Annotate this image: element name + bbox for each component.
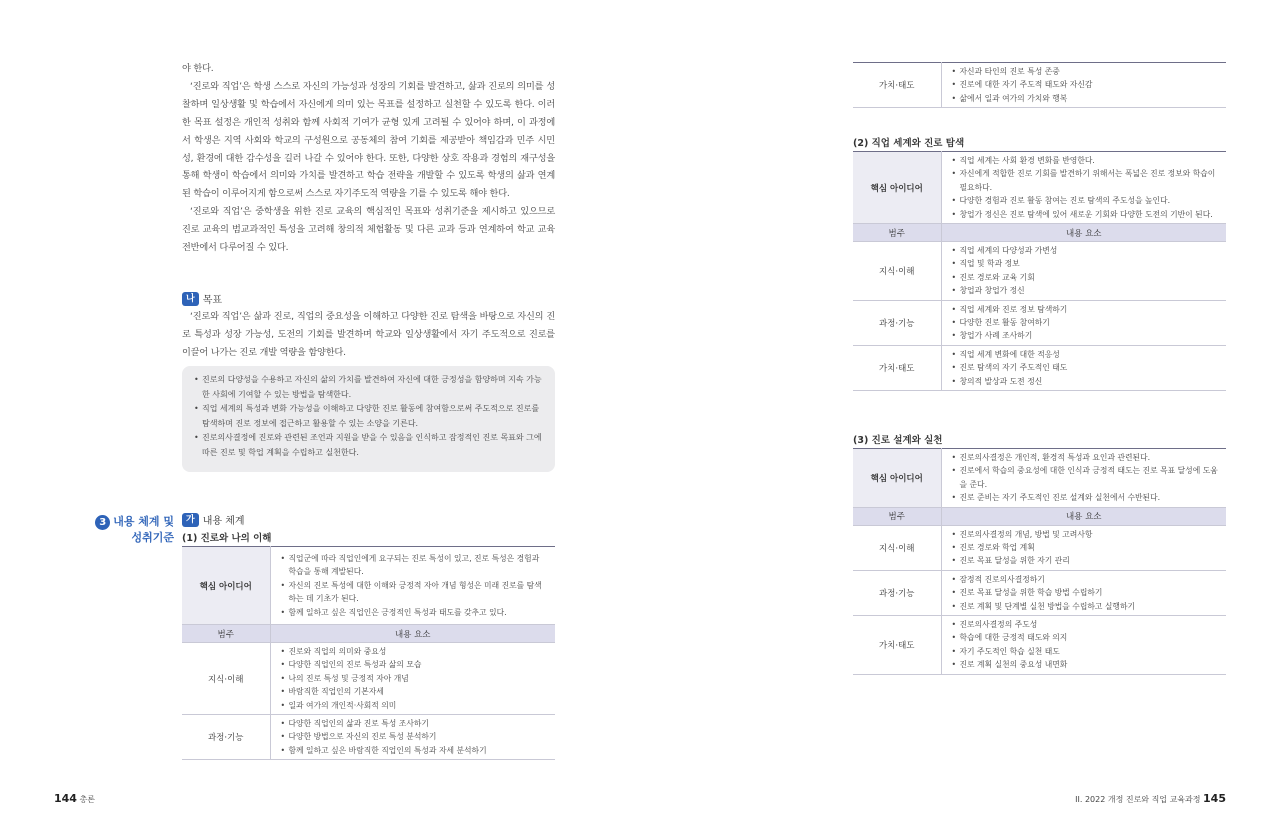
content-item: • 직업 세계 변화에 대한 적응성 xyxy=(952,348,1221,361)
core-idea-item: • 창업가 정신은 진로 탐색에 있어 새로운 기회와 다양한 도전의 기반이 된다. xyxy=(952,208,1221,221)
category-cell: 가치·태도 xyxy=(853,345,941,390)
content-item: • 나의 진로 특성 및 긍정적 자아 개념 xyxy=(281,672,550,685)
core-idea-item: • 직업 세계는 사회 환경 변화를 반영한다. xyxy=(952,154,1221,167)
content-title: 내용 체계 xyxy=(202,516,245,527)
intro-paragraph: 야 한다. xyxy=(182,63,214,74)
category-cell: 지식·이해 xyxy=(853,525,941,570)
core-idea-item: • 진로에서 학습의 중요성에 대한 인식과 긍정적 태도는 진로 목표 달성에 도움을 준다. xyxy=(952,464,1221,491)
core-idea-item: • 진로 준비는 자기 주도적인 진로 설계와 실천에서 수반된다. xyxy=(952,491,1221,504)
content-item: • 일과 여가의 개인적·사회적 의미 xyxy=(281,699,550,712)
core-idea-label: 핵심 아이디어 xyxy=(853,449,941,508)
category-cell: 가치·태도 xyxy=(853,63,941,108)
category-header: 범주 xyxy=(182,625,270,643)
table1-continued xyxy=(853,62,1226,108)
core-idea-item: • 함께 일하고 싶은 직업인은 긍정적인 특성과 태도를 갖추고 있다. xyxy=(281,606,550,619)
left-footer xyxy=(54,792,95,805)
core-idea-item: • 진로의사결정은 개인적, 환경적 특성과 요인과 관련된다. xyxy=(952,451,1221,464)
core-idea-item: • 직업군에 따라 직업인에게 요구되는 진로 특성이 있고, 진로 특성은 경험과 학습을 통해 계발된다. xyxy=(281,552,550,579)
goal-item: • 진로의사결정에 진로와 관련된 조언과 지원을 받을 수 있음을 인식하고 잠정적인 진로 목표와 그에 따른 진로 및 학업 계획을 수립하고 실천한다. xyxy=(194,431,545,460)
category-cell: 가치·태도 xyxy=(853,616,941,675)
content-item: • 삶에서 일과 여가의 가치와 행복 xyxy=(952,92,1221,105)
table2-title: (2) 직업 세계와 진로 탐색 xyxy=(853,138,965,149)
content-item: • 진로에 대한 자기 주도적 태도와 자신감 xyxy=(952,78,1221,91)
goal-text xyxy=(182,308,555,362)
content-item: • 진로 계획 및 단계별 실천 방법을 수립하고 실행하기 xyxy=(952,600,1221,613)
goal-heading xyxy=(182,291,222,306)
page-number: 145 xyxy=(1203,792,1226,805)
content-heading xyxy=(182,512,245,527)
content-element-header: 내용 요소 xyxy=(270,625,555,643)
category-cell: 과정·기능 xyxy=(853,300,941,345)
content-item: • 진로 목표 달성을 위한 학습 방법 수립하기 xyxy=(952,586,1221,599)
category-header: 범주 xyxy=(853,224,941,242)
goal-item: • 직업 세계의 특성과 변화 가능성을 이해하고 다양한 진로 활동에 참여함으로써 주도적으로 진로를 탐색하며 진로 정보에 접근하고 활용할 수 있는 소양을 기른다. xyxy=(194,402,545,431)
core-idea-item: • 자신에게 적합한 진로 기회를 발견하기 위해서는 폭넓은 진로 정보와 학습이 필요하다. xyxy=(952,167,1221,194)
right-footer xyxy=(1075,792,1226,805)
core-idea-item: • 다양한 경험과 진로 활동 참여는 진로 탐색의 주도성을 높인다. xyxy=(952,194,1221,207)
category-header: 범주 xyxy=(853,507,941,525)
content-item: • 다양한 직업인의 진로 특성과 삶의 모습 xyxy=(281,658,550,671)
category-cell: 지식·이해 xyxy=(853,242,941,301)
category-cell: 지식·이해 xyxy=(182,643,270,715)
content-item: • 자신과 타인의 진로 특성 존중 xyxy=(952,65,1221,78)
content-item: • 진로 경로와 교육 기회 xyxy=(952,271,1221,284)
content-item: • 직업 및 학과 정보 xyxy=(952,257,1221,270)
core-idea-item: • 자신의 진로 특성에 대한 이해와 긍정적 자아 개념 형성은 미래 진로를 탐색하는 데 기초가 된다. xyxy=(281,579,550,606)
content-item: • 창업가 사례 조사하기 xyxy=(952,329,1221,342)
category-cell: 과정·기능 xyxy=(182,715,270,760)
goal-item: • 진로의 다양성을 수용하고 자신의 삶의 가치를 발견하여 자신에 대한 긍정성을 함양하며 지속 가능한 사회에 기여할 수 있는 방법을 탐색한다. xyxy=(194,373,545,402)
content-element-header: 내용 요소 xyxy=(941,507,1226,525)
content-item: • 다양한 방법으로 자신의 진로 특성 분석하기 xyxy=(281,730,550,743)
content-item: • 직업 세계와 진로 정보 탐색하기 xyxy=(952,303,1221,316)
intro-paragraph: ‘진로와 직업’은 중학생을 위한 진로 교육의 핵심적인 목표와 성취기준을 제시하고 있으므로 진로 교육의 범교과적인 특성을 고려해 창의적 체험활동 및 다른 교과 등과 연계하여 학교 교육 전반에서 다루어질 수 있다. xyxy=(182,206,555,254)
goal-paragraph: ‘진로와 직업’은 삶과 진로, 직업의 중요성을 이해하고 다양한 진로 탐색을 바탕으로 자신의 진로 특성과 성장 가능성, 도전의 기회를 발견하며 학교와 일상생활에서 자기 주도적으로 진로를 이끌어 나가는 진로 개발 역량을 함양한다. xyxy=(182,311,555,358)
table1-title: (1) 진로와 나의 이해 xyxy=(182,533,272,544)
content-item: • 다양한 직업인의 삶과 진로 특성 조사하기 xyxy=(281,717,550,730)
goal-title: 목표 xyxy=(202,295,223,306)
content-item: • 진로 탐색의 자기 주도적인 태도 xyxy=(952,361,1221,374)
content-item: • 바람직한 직업인의 기본자세 xyxy=(281,685,550,698)
core-idea-label: 핵심 아이디어 xyxy=(182,547,270,625)
table3 xyxy=(853,448,1226,675)
category-cell: 과정·기능 xyxy=(853,570,941,615)
content-item: • 창업과 창업가 정신 xyxy=(952,284,1221,297)
content-item: • 학습에 대한 긍정적 태도와 의지 xyxy=(952,631,1221,644)
content-item: • 잠정적 진로의사결정하기 xyxy=(952,573,1221,586)
content-item: • 진로와 직업의 의미와 중요성 xyxy=(281,645,550,658)
side-title-line1: 내용 체계 및 xyxy=(113,515,174,528)
goal-box xyxy=(182,366,555,472)
intro-paragraph: ‘진로와 직업’은 학생 스스로 자신의 가능성과 성장의 기회를 발견하고, 삶과 진로의 의미를 성찰하며 일상생활 및 학습에서 자신에게 의미 있는 목표를 설정하고 실천할 수 있도록 한다. 이러한 목표 설정은 개인적 성취와 함께 사회적 기여가 균형 있게 고려될 수 있어야 하며, 이 과정에서 학생은 지역 사회와 학교의 구성원으로 공동체의 참여 기회를 제공받아 책임감과 민주 시민성, 환경에 대한 감수성을 길러 나갈 수 있어야 한다. 또한, 다양한 상호 작용과 경험의 재구성을 통해 학생이 학습에서 의미와 가치를 발견하고 학습 전략을 개발할 수 있도록 학생의 삶과 연계된 학습이 이루어지게 함으로써 스스로 자기주도적 역량을 기를 수 있도록 해야 한다. xyxy=(182,80,555,200)
content-item: • 다양한 진로 활동 참여하기 xyxy=(952,316,1221,329)
content-item: • 창의적 발상과 도전 정신 xyxy=(952,375,1221,388)
right-page xyxy=(640,0,1280,838)
core-idea-label: 핵심 아이디어 xyxy=(853,152,941,224)
content-badge: 가 xyxy=(182,513,199,527)
content-item: • 진로 계획 실천의 중요성 내면화 xyxy=(952,658,1221,671)
content-item: • 진로의사결정의 주도성 xyxy=(952,618,1221,631)
content-item: • 함께 일하고 싶은 바람직한 직업인의 특성과 자세 분석하기 xyxy=(281,744,550,757)
side-title-line2: 성취기준 xyxy=(131,531,174,544)
table1 xyxy=(182,546,555,760)
footer-label: II. 2022 개정 진로와 직업 교육과정 xyxy=(1075,795,1201,804)
content-item: • 자기 주도적인 학습 실천 태도 xyxy=(952,645,1221,658)
section-side-title xyxy=(86,514,174,546)
table2 xyxy=(853,151,1226,391)
content-item: • 진로 경로와 학업 계획 xyxy=(952,541,1221,554)
content-element-header: 내용 요소 xyxy=(941,224,1226,242)
table3-title: (3) 진로 설계와 실천 xyxy=(853,435,943,446)
goal-badge: 나 xyxy=(182,292,199,306)
intro-text xyxy=(182,60,555,257)
content-item: • 진로 목표 달성을 위한 자기 관리 xyxy=(952,554,1221,567)
content-item: • 진로의사결정의 개념, 방법 및 고려사항 xyxy=(952,528,1221,541)
page-number: 144 xyxy=(54,792,77,805)
content-item: • 직업 세계의 다양성과 가변성 xyxy=(952,244,1221,257)
section-number: 3 xyxy=(95,515,110,530)
footer-label: 총론 xyxy=(79,795,95,804)
